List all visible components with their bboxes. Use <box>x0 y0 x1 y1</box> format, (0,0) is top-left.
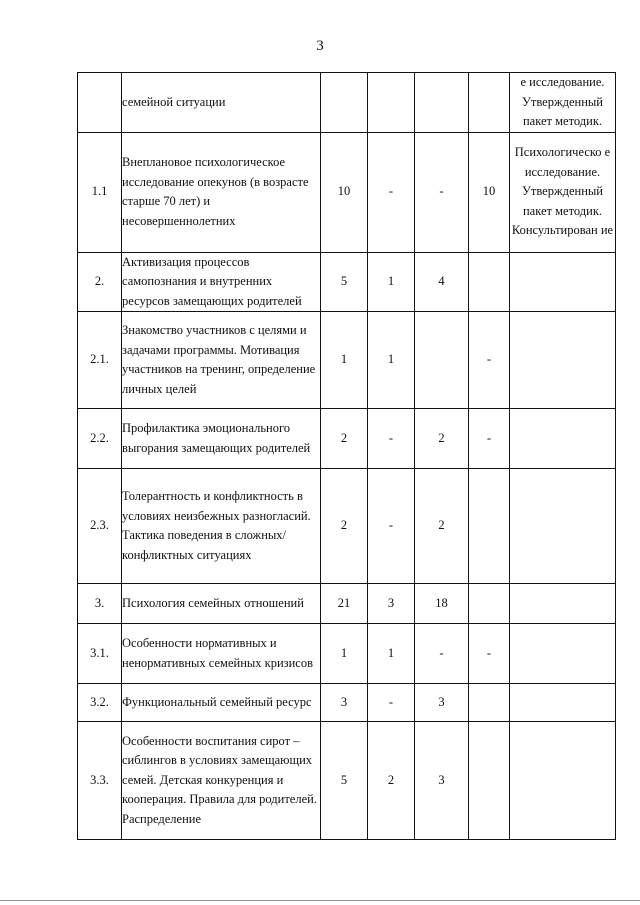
total-hours-cell <box>321 73 368 133</box>
table-row <box>78 73 616 133</box>
theory-hours-cell: - <box>368 132 415 252</box>
practice-hours-cell: 2 <box>415 409 469 469</box>
topic-cell: Знакомство участников с целями и задачами программы. Мотивация участников на тренинг, определение личных целей <box>122 312 321 409</box>
table-row <box>78 684 616 722</box>
row-number: 2.2. <box>78 409 122 469</box>
control-form-cell <box>510 684 616 722</box>
diagnostics-hours-cell <box>469 584 510 624</box>
control-form-cell <box>510 469 616 584</box>
control-form-cell: е исследование. Утвержденный пакет методик. <box>510 73 616 133</box>
diagnostics-hours-cell: 10 <box>469 132 510 252</box>
table-row <box>78 584 616 624</box>
table-row <box>78 624 616 684</box>
practice-hours-cell <box>415 73 469 133</box>
practice-hours-cell: - <box>415 132 469 252</box>
row-number: 2.3. <box>78 469 122 584</box>
control-form-cell <box>510 722 616 840</box>
theory-hours-cell: 1 <box>368 312 415 409</box>
control-form-cell <box>510 252 616 312</box>
row-number: 2.1. <box>78 312 122 409</box>
row-number: 3.2. <box>78 684 122 722</box>
total-hours-cell: 1 <box>321 312 368 409</box>
diagnostics-hours-cell: - <box>469 409 510 469</box>
practice-hours-cell: 4 <box>415 252 469 312</box>
total-hours-cell: 2 <box>321 409 368 469</box>
table-row <box>78 252 616 312</box>
control-form-cell <box>510 624 616 684</box>
table-row <box>78 722 616 840</box>
row-number: 3.3. <box>78 722 122 840</box>
theory-hours-cell: 1 <box>368 252 415 312</box>
total-hours-cell: 10 <box>321 132 368 252</box>
topic-cell: Особенности нормативных и ненормативных семейных кризисов <box>122 624 321 684</box>
topic-cell: Функциональный семейный ресурс <box>122 684 321 722</box>
table-row <box>78 409 616 469</box>
page-bottom-edge <box>0 900 640 901</box>
practice-hours-cell: 18 <box>415 584 469 624</box>
practice-hours-cell: 2 <box>415 469 469 584</box>
row-number: 3. <box>78 584 122 624</box>
diagnostics-hours-cell <box>469 73 510 133</box>
total-hours-cell: 2 <box>321 469 368 584</box>
total-hours-cell: 21 <box>321 584 368 624</box>
control-form-cell <box>510 584 616 624</box>
row-number: 2. <box>78 252 122 312</box>
table-row <box>78 132 616 252</box>
topic-cell: Профилактика эмоционального выгорания замещающих родителей <box>122 409 321 469</box>
topic-cell: семейной ситуации <box>122 73 321 133</box>
theory-hours-cell: 3 <box>368 584 415 624</box>
topic-cell: Толерантность и конфликтность в условиях неизбежных разногласий. Тактика поведения в сложных/конфликтных ситуациях <box>122 469 321 584</box>
total-hours-cell: 5 <box>321 722 368 840</box>
row-number <box>78 73 122 133</box>
topic-cell: Психология семейных отношений <box>122 584 321 624</box>
diagnostics-hours-cell <box>469 722 510 840</box>
program-plan-table <box>77 72 616 840</box>
control-form-cell: Психологическо е исследование. Утвержденный пакет методик. Консультирован ие <box>510 132 616 252</box>
row-number: 3.1. <box>78 624 122 684</box>
topic-cell: Внеплановое психологическое исследование опекунов (в возрасте старше 70 лет) и несовершеннолетних <box>122 132 321 252</box>
control-form-cell <box>510 312 616 409</box>
page-number: 3 <box>316 38 324 54</box>
table-row <box>78 312 616 409</box>
total-hours-cell: 3 <box>321 684 368 722</box>
theory-hours-cell <box>368 73 415 133</box>
practice-hours-cell: 3 <box>415 684 469 722</box>
diagnostics-hours-cell <box>469 252 510 312</box>
table-row <box>78 469 616 584</box>
theory-hours-cell: - <box>368 469 415 584</box>
theory-hours-cell: 1 <box>368 624 415 684</box>
diagnostics-hours-cell <box>469 684 510 722</box>
topic-cell: Особенности воспитания сирот – сиблингов в условиях замещающих семей. Детская конкуренция и кооперация. Правила для родителей. Распределение <box>122 722 321 840</box>
diagnostics-hours-cell: - <box>469 312 510 409</box>
diagnostics-hours-cell <box>469 469 510 584</box>
practice-hours-cell: - <box>415 624 469 684</box>
row-number: 1.1 <box>78 132 122 252</box>
theory-hours-cell: 2 <box>368 722 415 840</box>
total-hours-cell: 5 <box>321 252 368 312</box>
total-hours-cell: 1 <box>321 624 368 684</box>
control-form-cell <box>510 409 616 469</box>
theory-hours-cell: - <box>368 409 415 469</box>
practice-hours-cell: 3 <box>415 722 469 840</box>
practice-hours-cell <box>415 312 469 409</box>
theory-hours-cell: - <box>368 684 415 722</box>
diagnostics-hours-cell: - <box>469 624 510 684</box>
topic-cell: Активизация процессов самопознания и внутренних ресурсов замещающих родителей <box>122 252 321 312</box>
